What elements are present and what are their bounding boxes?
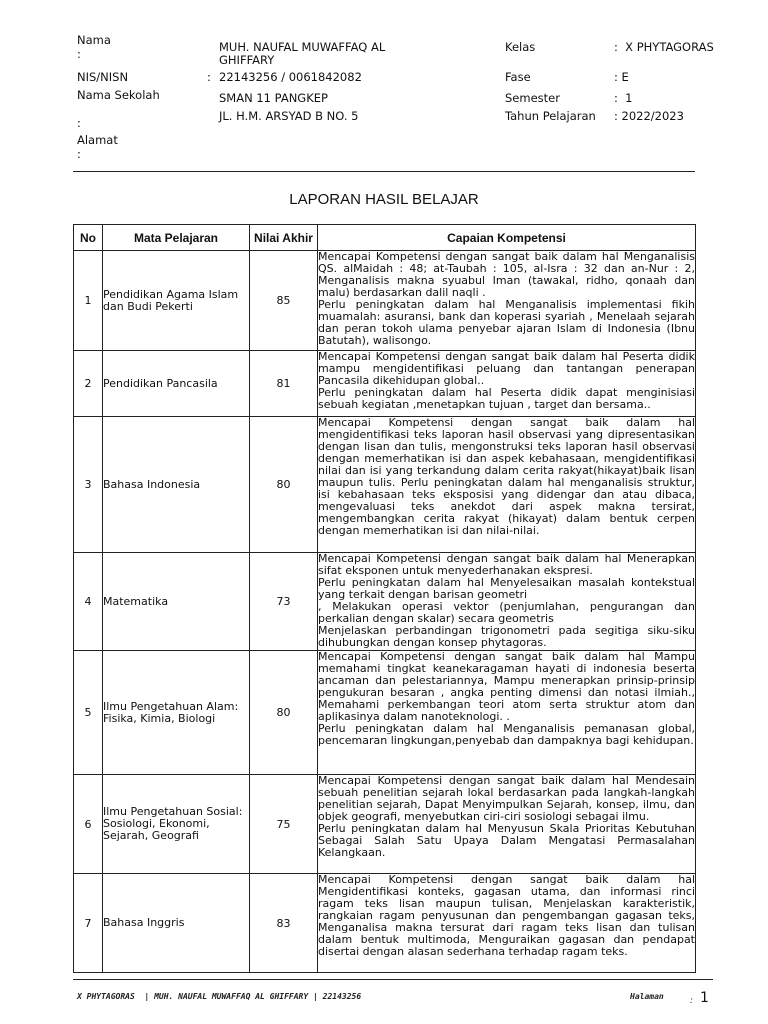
row-score: 75 [250,775,318,874]
sekolah-label: Nama Sekolah [77,88,160,102]
row-subject: Pendidikan Agama Islam dan Budi Pekerti [103,251,250,351]
alamat-label: Alamat [77,133,118,147]
row-score: 83 [250,874,318,973]
row-subject: Bahasa Inggris [103,874,250,973]
nama-value: MUH. NAUFAL MUWAFFAQ AL GHIFFARY [219,40,386,67]
row-subject: Matematika [103,553,250,651]
semester-value: : 1 [614,91,633,105]
tahun-value: : 2022/2023 [614,109,684,123]
row-subject: Ilmu Pengetahuan Alam: Fisika, Kimia, Biologi [103,651,250,775]
row-subject: Ilmu Pengetahuan Sosial: Sosiologi, Ekonomi, Sejarah, Geografi [103,775,250,874]
alamat-colon-bottom: : [77,147,81,161]
fase-value: : E [614,70,629,84]
col-header-capaian: Capaian Kompetensi [318,225,696,251]
header-divider [73,171,695,172]
nama-label: Nama [77,33,111,47]
semester-label: Semester [505,91,560,105]
table-header-row [74,225,696,251]
page-title: LAPORAN HASIL BELAJAR [289,191,479,208]
table-row [74,251,696,351]
row-no: 4 [74,553,103,651]
footer-halaman-label: Halaman [630,992,664,1001]
table-row [74,351,696,417]
fase-label: Fase [505,70,531,84]
footer-halaman-colon: : [690,996,694,1006]
page-number: 1 [700,990,709,1006]
row-capaian: Mencapai Kompetensi dengan sangat baik dalam hal Peserta didik mampu mengidentifikasi peluang dan tantangan penerapan Pancasila dikehidupan global.. Perlu peningkatan dalam hal Peserta didik dapat menginisiasi sebuah kegiatan ,menetapkan tujuan , target dan bersama.. [318,351,696,417]
footer-divider [73,979,713,980]
footer-text: X PHYTAGORAS | MUH. NAUFAL MUWAFFAQ AL GHIFFARY | 22143256 [77,992,362,1001]
table-row [74,417,696,553]
row-capaian: Mencapai Kompetensi dengan sangat baik dalam hal mengidentifikasi teks laporan hasil observasi yang dipresentasikan dengan lisan dan tulis, mengonstruksi teks laporan hasil observasi dengan memerhatikan isi dan aspek kebahasaan, mengidentifikasi nilai dan isi yang terkandung dalam cerita rakyat(hikayat)baik lisan maupun tulis. Perlu peningkatan dalam hal menganalisis struktur, isi kebahasaan teks eksposisi yang didengar dan atau dibaca, mengevaluasi teks anekdot dari aspek makna tersirat, mengembangkan cerita rakyat (hikayat) dalam bentuk cerpen dengan memerhatikan isi dan nilai-nilai. [318,417,696,553]
col-header-nilai: Nilai Akhir [250,225,318,251]
tahun-label: Tahun Pelajaran [505,109,596,123]
row-no: 6 [74,775,103,874]
row-score: 80 [250,417,318,553]
row-capaian: Mencapai Kompetensi dengan sangat baik dalam hal Mampu memahami tingkat keanekaragaman hayati di indonesia beserta ancaman dan pelestariannya, Mampu menerapkan prinsip-prinsip pengukuran besaran , angka penting dimensi dan notasi ilmiah., Memahami perkembangan teori atom serta struktur atom dan aplikasinya dalam nanoteknologi. . Perlu peningkatan dalam hal Menganalisis pemanasan global, pencemaran lingkungan,penyebab dan dampaknya bagi kehidupan. [318,651,696,775]
kelas-value: : X PHYTAGORAS [614,40,714,54]
row-no: 2 [74,351,103,417]
nisn-label: NIS/NISN [77,70,129,84]
row-no: 5 [74,651,103,775]
row-capaian: Mencapai Kompetensi dengan sangat baik dalam hal Menerapkan sifat eksponen untuk menyederhanakan ekspresi. Perlu peningkatan dalam hal Menyelesaikan masalah kontekstual yang terkait dengan barisan geometri , Melakukan operasi vektor (penjumlahan, pengurangan dan perkalian dengan skalar) secara geometris Menjelaskan perbandingan trigonometri pada segitiga siku-siku dihubungkan dengan konsep phytagoras. [318,552,695,649]
row-capaian: Mencapai Kompetensi dengan sangat baik dalam hal Mendesain sebuah penelitian sejarah lokal berdasarkan pada langkah-langkah penelitian sejarah, Dapat Menyimpulkan Sejarah, konsep, ilmu, dan objek geografi, menyebutkan ciri-ciri sosiologi sebagai ilmu. Perlu peningkatan dalam hal Menyusun Skala Prioritas Kebutuhan Sebagai Salah Satu Upaya Dalam Mengatasi Permasalahan Kelangkaan. [318,775,696,874]
nisn-value: 22143256 / 0061842082 [219,70,362,84]
row-score: 73 [250,553,318,651]
col-header-mapel: Mata Pelajaran [103,225,250,251]
table-row [74,553,696,651]
row-subject: Pendidikan Pancasila [103,351,250,417]
alamat-colon-top: : [77,116,81,130]
row-capaian: Mencapai Kompetensi dengan sangat baik dalam hal Menganalisis QS. alMaidah : 48; at-Taubah : 105, al-Isra : 32 dan an-Nur : 2, Menganalisis makna syuabul Iman (tawakal, ridho, qonaah dan malu) berdasarkan dalil naqli . Perlu peningkatan dalam hal Menganalisis implementasi fikih muamalah: asuransi, bank dan koperasi syariah , Menelaah sejarah dan peran tokoh ulama penyebar ajaran Islam di Indonesia (Ibnu Batutah), walisongo. [318,251,696,351]
nama-colon: : [77,47,81,61]
row-no: 1 [74,251,103,351]
row-score: 80 [250,651,318,775]
row-subject: Bahasa Indonesia [103,417,250,553]
row-no: 7 [74,874,103,973]
table-row [74,874,696,973]
col-header-no: No [74,225,103,251]
table-row [74,775,696,874]
row-capaian: Mencapai Kompetensi dengan sangat baik dalam hal Mengidentifikasi konteks, gagasan utama, dan informasi rinci ragam teks lisan maupun tulisan, Menjelaskan karakteristik, rangkaian ragam penyusunan dan pengembangan gagasan teks, Menganalisa makna tersurat dari ragam teks lisan dan tulisan dalam bentuk multimoda, Menguraikan gagasan dan pendapat disertai dengan alasan sederhana terhadap ragam teks. [318,874,696,973]
nisn-colon: : [207,70,211,84]
sekolah-value: SMAN 11 PANGKEP [219,91,328,105]
row-score: 81 [250,351,318,417]
kelas-label: Kelas [505,40,536,54]
row-score: 85 [250,251,318,351]
alamat-value: JL. H.M. ARSYAD B NO. 5 [219,109,359,123]
table-row [74,651,696,775]
row-no: 3 [74,417,103,553]
report-table [73,224,696,973]
